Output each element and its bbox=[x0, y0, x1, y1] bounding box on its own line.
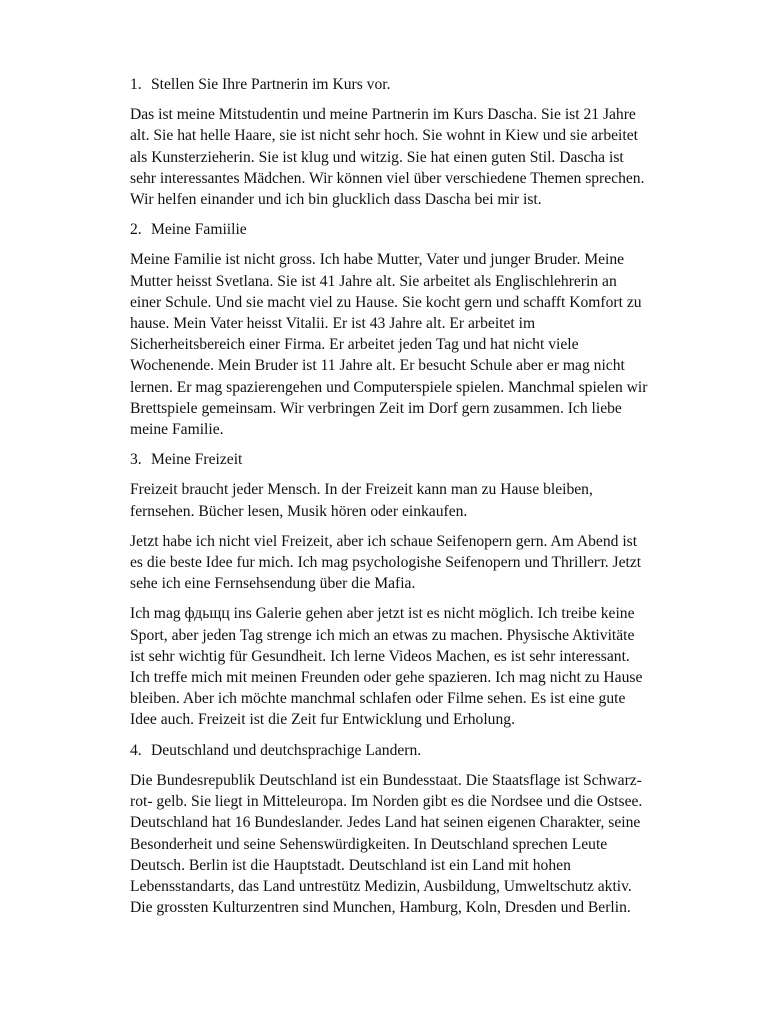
section-3-heading bbox=[130, 449, 715, 470]
section-3-paragraph-3 bbox=[130, 603, 715, 730]
text-line: meine Familie. bbox=[130, 421, 224, 439]
section-1-heading bbox=[130, 74, 715, 95]
text-line: Besonderheit und seine Sehenswürdigkeiten. In Deutschland sprechen Leute bbox=[130, 835, 608, 853]
text-line: einer Schule. Und sie macht viel zu Hause. Sie kocht gern und schafft Komfort zu bbox=[130, 293, 642, 311]
text-line: lernen. Er mag spazierengehen und Computerspiele spielen. Manchmal spielen wir bbox=[130, 378, 648, 396]
text-line: Freizeit braucht jeder Mensch. In der Freizeit kann man zu Hause bleiben, bbox=[130, 481, 593, 499]
section-title: Deutschland und deutchsprachige Landern. bbox=[151, 741, 422, 759]
section-3-paragraph-1 bbox=[130, 479, 715, 521]
text-line: Wir helfen einander und ich bin glucklich dass Dascha bei mir ist. bbox=[130, 191, 542, 209]
section-title: Stellen Sie Ihre Partnerin im Kurs vor. bbox=[151, 76, 391, 93]
text-line: ist sehr wichtig für Gesundheit. Ich lerne Videos Machen, es ist sehr interessant. bbox=[130, 647, 630, 665]
text-line: rot- gelb. Sie liegt in Mitteleuropa. Im Norden gibt es die Nordsee und die Ostsee. bbox=[130, 793, 643, 811]
text-line: Wochenende. Mein Bruder ist 11 Jahre alt. Er besucht Schule aber er mag nicht bbox=[130, 357, 625, 375]
text-line: Lebensstandarts, das Land untrestütz Medizin, Ausbildung, Umweltschutz aktiv. bbox=[130, 877, 632, 895]
text-line: Deutsch. Berlin ist die Hauptstadt. Deutschland ist ein Land mit hohen bbox=[130, 856, 571, 874]
text-line: Ich treffe mich mit meinen Freunden oder gehe spazieren. Ich mag nicht zu Hause bbox=[130, 669, 643, 687]
text-line: es die beste Idee fur mich. Ich mag psychologishe Seifenopern und Thrillerт. Jetzt bbox=[130, 554, 642, 572]
document-page bbox=[130, 74, 715, 927]
text-line: fernsehen. Bücher lesen, Musik hören oder einkaufen. bbox=[130, 502, 468, 520]
section-title: Meine Famiilie bbox=[151, 221, 247, 239]
section-title: Meine Freizeit bbox=[151, 451, 243, 469]
section-2-heading bbox=[130, 219, 715, 240]
section-4-heading bbox=[130, 740, 715, 761]
text-line: Mutter heisst Svetlana. Sie ist 41 Jahre alt. Sie arbeitet als Englischlehrerin an bbox=[130, 272, 617, 290]
text-line: Sicherheitsbereich einer Firma. Er arbeitet jeden Tag und hat nicht viele bbox=[130, 336, 579, 354]
section-number: 4. bbox=[130, 741, 142, 759]
text-line: sehr interessantes Mädchen. Wir können viel über verschiedene Themen sprechen. bbox=[130, 169, 645, 187]
section-1-paragraph bbox=[130, 104, 715, 210]
text-line: Die grossten Kulturzentren sind Munchen, Hamburg, Koln, Dresden und Berlin. bbox=[130, 899, 631, 917]
text-line: bleiben. Aber ich möchte manchmal schlafen oder Filme sehen. Es ist eine gute bbox=[130, 690, 626, 708]
text-line: Brettspiele gemeinsam. Wir verbringen Zeit im Dorf gern zusammen. Ich liebe bbox=[130, 399, 622, 417]
section-4-paragraph bbox=[130, 770, 715, 918]
text-line: sehe ich eine Fernsehsendung über die Mafia. bbox=[130, 575, 416, 593]
text-line: Idee auch. Freizeit ist die Zeit fur Entwicklung und Erholung. bbox=[130, 711, 515, 729]
section-number: 1. bbox=[130, 76, 142, 93]
text-line: Jetzt habe ich nicht viel Freizeit, aber ich schaue Seifenopern gern. Am Abend ist bbox=[130, 532, 638, 550]
text-line: Meine Familie ist nicht gross. Ich habe Mutter, Vater und junger Bruder. Meine bbox=[130, 251, 625, 269]
section-number: 3. bbox=[130, 451, 142, 469]
section-number: 2. bbox=[130, 221, 142, 239]
text-line: Sport, aber jeden Tag strenge ich mich an etwas zu machen. Physische Aktivitäte bbox=[130, 626, 635, 644]
text-line: alt. Sie hat helle Haare, sie ist nicht sehr hoch. Sie wohnt in Kiew und sie arbeitet bbox=[130, 127, 638, 145]
section-2-paragraph bbox=[130, 249, 715, 440]
text-line: Die Bundesrepublik Deutschland ist ein Bundesstaat. Die Staatsflage ist Schwarz- bbox=[130, 771, 642, 789]
text-line: Deutschland hat 16 Bundeslander. Jedes Land hat seinen eigenen Charakter, seine bbox=[130, 814, 641, 832]
section-3-paragraph-2 bbox=[130, 531, 715, 595]
text-line: Das ist meine Mitstudentin und meine Partnerin im Kurs Dascha. Sie ist 21 Jahre bbox=[130, 106, 636, 124]
text-line: hause. Mein Vater heisst Vitalii. Er ist 43 Jahre alt. Er arbeitet im bbox=[130, 315, 536, 333]
text-line: als Kunsterzieherin. Sie ist klug und witzig. Sie hat einen guten Stil. Dascha ist bbox=[130, 148, 624, 166]
text-line: Ich mag фдьщц ins Galerie gehen aber jetzt ist es nicht möglich. Ich treibe keine bbox=[130, 605, 635, 623]
